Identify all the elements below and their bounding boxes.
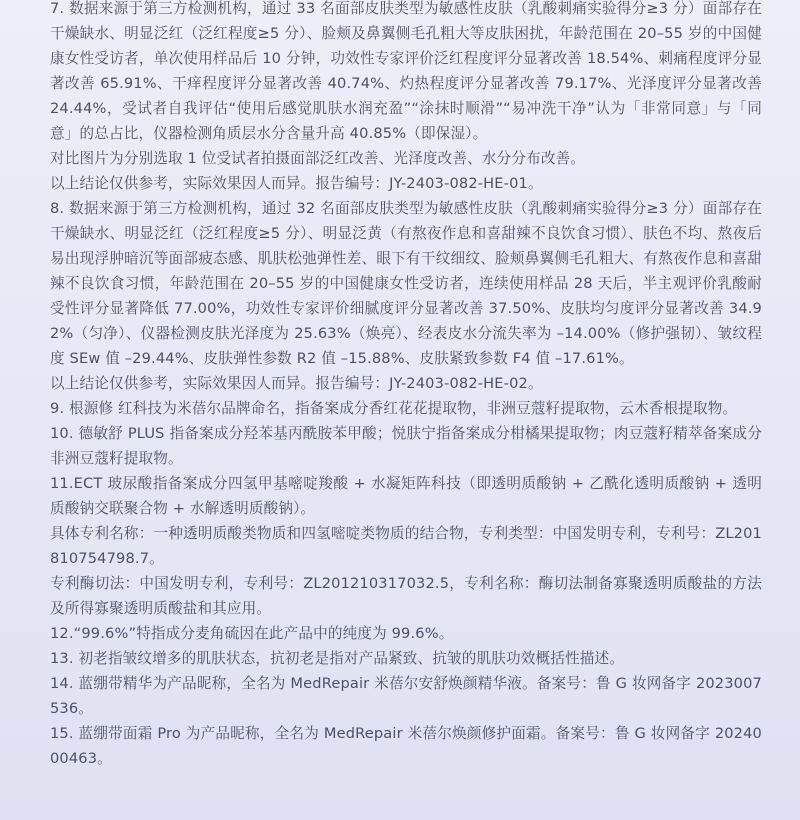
- footnote-7-report: 以上结论仅供参考，实际效果因人而异。报告编号：JY-2403-082-HE-01。: [50, 175, 543, 192]
- footnote-15: 15. 蓝绷带面霜 Pro 为产品昵称，全名为 MedRepair 米蓓尔焕颜修护面霜。备案号：鲁 G 妆网备字 2024000463。: [50, 725, 762, 767]
- footnotes-list: [50, 0, 762, 771]
- footnote-10: 10. 德敏舒 PLUS 指备案成分羟苯基丙酰胺苯甲酸；悦肤宁指备案成分柑橘果提取物；肉豆蔻籽精萃备案成分非洲豆蔻籽提取物。: [50, 425, 762, 467]
- footnote-11-patent-2: 专利酶切法：中国发明专利，专利号：ZL201210317032.5，专利名称：酶切法制备寡聚透明质酸盐的方法及所得寡聚透明质酸盐和其应用。: [50, 575, 762, 617]
- footnote-8-report: 以上结论仅供参考，实际效果因人而异。报告编号：JY-2403-082-HE-02。: [50, 375, 543, 392]
- footnote-8: 8. 数据来源于第三方检测机构，通过 32 名面部皮肤类型为敏感性皮肤（乳酸刺痛实验得分≥3 分）面部存在干燥缺水、明显泛红（泛红程度≥5 分）、明显泛黄（有熬夜作息和喜甜辣不良饮食习惯）、肤色不均、熬夜后易出现浮肿暗沉等面部疲态感、肌肤松弛弹性差、眼下有干纹细纹、脸颊鼻翼侧毛孔粗大、有熬夜作息和喜甜辣不良饮食习惯，年龄范围在 20–55 岁的中国健康女性受访者，连续使用样品 28 天后，半主观评价乳酸耐受性评分显著降低 77.00%，功效性专家评价细腻度评分显著改善 37.50%、皮肤均匀度评分显著改善 34.92%（匀净）、仪器检测皮肤光泽度为 25.63%（焕亮）、经表皮水分流失率为 –14.00%（修护强韧）、皱纹程度 SEw 值 –29.44%、皮肤弹性参数 R2 值 –15.88%、皮肤紧致参数 F4 值 –17.61%。: [50, 200, 762, 367]
- footnote-7: 7. 数据来源于第三方检测机构，通过 33 名面部皮肤类型为敏感性皮肤（乳酸刺痛实验得分≥3 分）面部存在干燥缺水、明显泛红（泛红程度≥5 分）、脸颊及鼻翼侧毛孔粗大等皮肤困扰，年龄范围在 20–55 岁的中国健康女性受访者，单次使用样品后 10 分钟，功效性专家评价泛红程度评分显著改善 18.54%、刺痛程度评分显著改善 65.91%、干痒程度评分显著改善 40.74%、灼热程度评分显著改善 79.17%、光泽度评分显著改善 24.44%，受试者自我评估“使用后感觉肌肤水润充盈”“涂抹时顺滑”“易冲洗干净”认为「非常同意」与「同意」的总占比，仪器检测角质层水分含量升高 40.85%（即保湿）。: [50, 0, 762, 142]
- footnote-7-image-note: 对比图片为分别选取 1 位受试者拍摄面部泛红改善、光泽度改善、水分分布改善。: [50, 150, 586, 167]
- footnote-14: 14. 蓝绷带精华为产品昵称，全名为 MedRepair 米蓓尔安舒焕颜精华液。备案号：鲁 G 妆网备字 2023007536。: [50, 675, 762, 717]
- footnote-13: 13. 初老指皱纹增多的肌肤状态，抗初老是指对产品紧致、抗皱的肌肤功效概括性描述。: [50, 650, 624, 667]
- footnote-9: 9. 根源修 红科技为米蓓尔品牌命名，指备案成分香红花花提取物，非洲豆蔻籽提取物，云木香根提取物。: [50, 400, 738, 417]
- footnote-11-patent-1: 具体专利名称：一种透明质酸类物质和四氢嘧啶类物质的结合物，专利类型：中国发明专利，专利号：ZL201810754798.7。: [50, 525, 762, 567]
- footnote-12: 12.“99.6%”特指成分麦角硫因在此产品中的纯度为 99.6%。: [50, 625, 454, 642]
- footnote-11: 11.ECT 玻尿酸指备案成分四氢甲基嘧啶羧酸 + 水凝矩阵科技（即透明质酸钠 + 乙酰化透明质酸钠 + 透明质酸钠交联聚合物 + 水解透明质酸钠）。: [50, 475, 762, 517]
